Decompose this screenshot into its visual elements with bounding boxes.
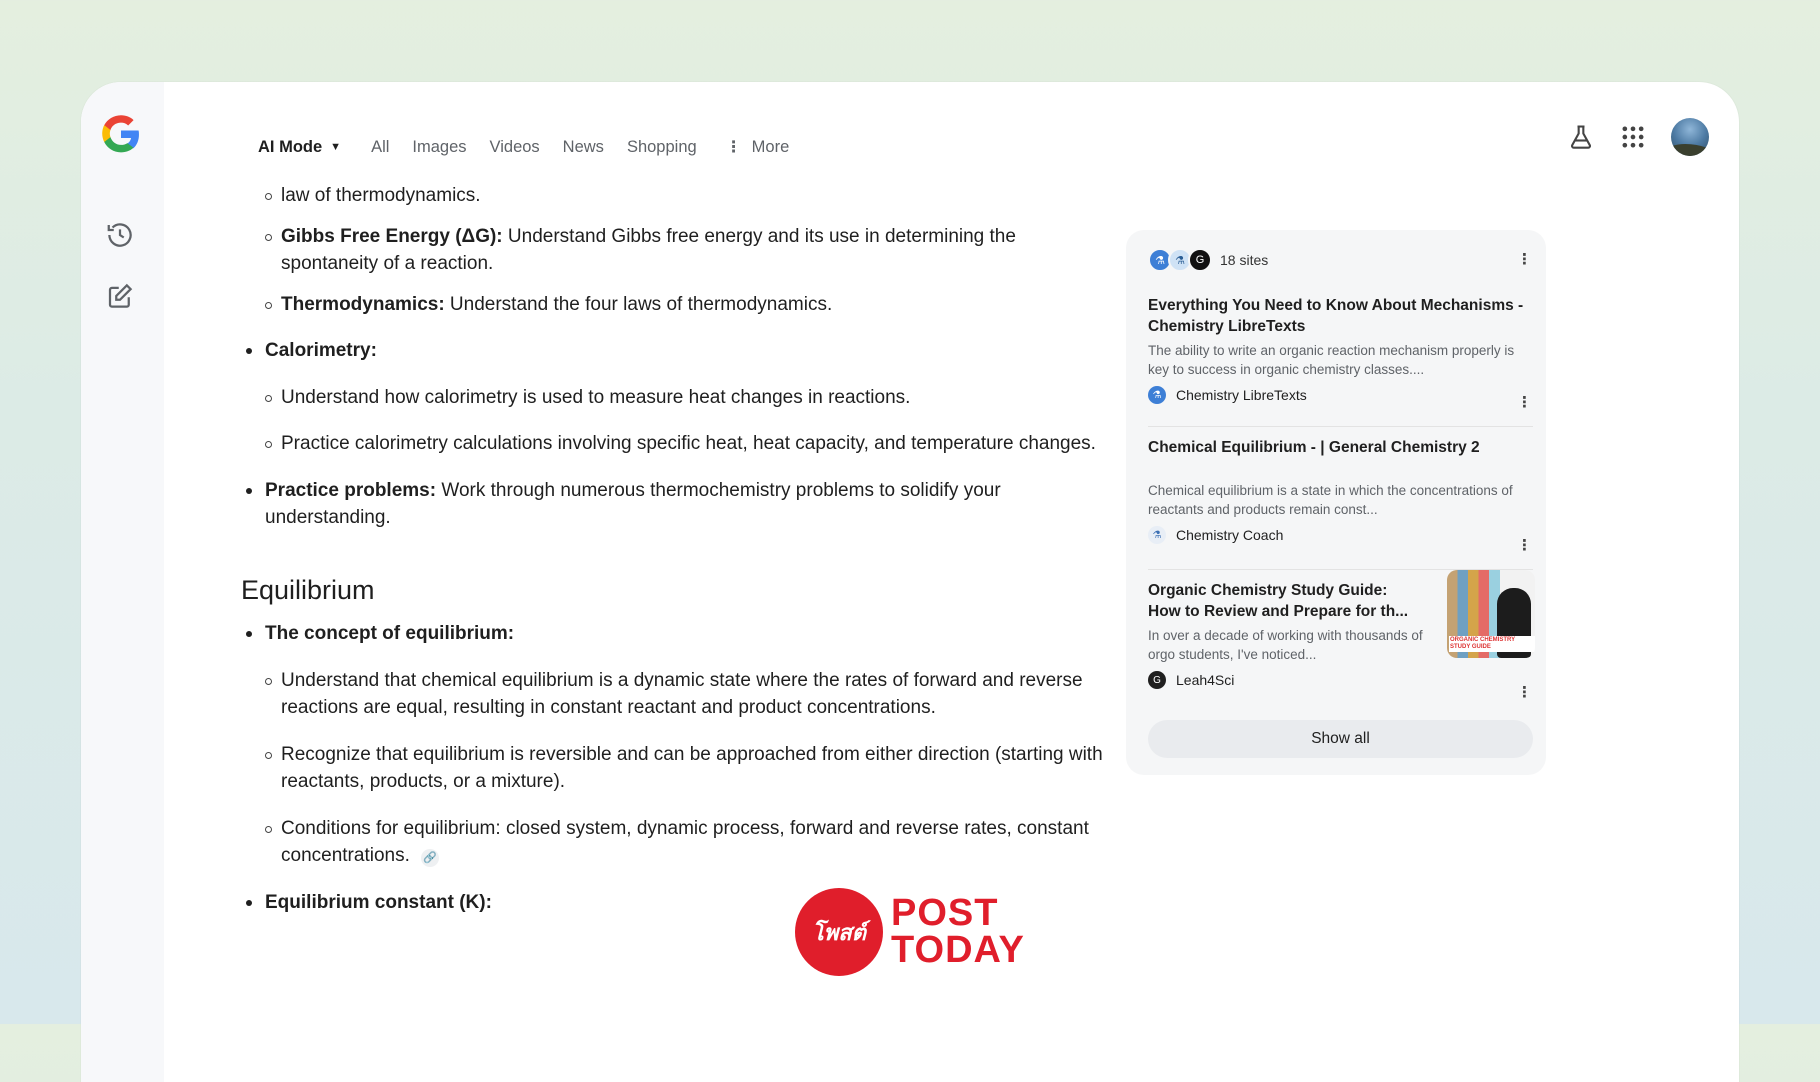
more-vert-icon[interactable]: ⋮ xyxy=(1517,251,1532,268)
list-item xyxy=(241,430,1111,458)
list-item-term: Gibbs Free Energy (ΔG): xyxy=(281,225,503,247)
list-item xyxy=(241,384,1111,412)
tab-videos[interactable]: Videos xyxy=(489,137,540,156)
tab-news[interactable]: News xyxy=(562,137,604,156)
list-item xyxy=(241,223,1111,278)
list-item xyxy=(241,182,1111,210)
list-item-text: Practice calorimetry calculations involving specific heat, heat capacity, and temperature changes. xyxy=(281,433,1096,454)
more-vert-icon[interactable]: ⋮ xyxy=(1517,684,1532,701)
tab-ai-mode[interactable] xyxy=(258,138,341,157)
list-item-text: Conditions for equilibrium: closed system, dynamic process, forward and reverse rates, constant concentrations. xyxy=(281,817,1089,866)
new-chat-icon[interactable] xyxy=(105,281,135,311)
account-controls xyxy=(1543,118,1709,156)
source-card[interactable] xyxy=(1148,580,1533,689)
tab-ai-mode-label: AI Mode xyxy=(258,137,323,156)
more-vert-icon[interactable]: ⋮ xyxy=(1517,394,1532,411)
list-item xyxy=(241,291,1111,319)
list-item-term: Practice problems: xyxy=(265,479,437,501)
chevron-down-icon: ▼ xyxy=(330,141,342,153)
avatar[interactable] xyxy=(1671,118,1709,156)
list-item-term: The concept of equilibrium: xyxy=(265,623,515,644)
source-card[interactable] xyxy=(1148,295,1533,404)
sources-header[interactable] xyxy=(1148,248,1268,272)
list-item xyxy=(241,337,1111,365)
watermark-line2: TODAY xyxy=(891,929,1025,971)
list-item-term: Thermodynamics: xyxy=(281,293,445,315)
source-title[interactable]: Everything You Need to Know About Mechanisms - Chemistry LibreTexts xyxy=(1148,297,1524,335)
section-heading: Equilibrium xyxy=(241,574,375,605)
favicon-icon: ⚗ xyxy=(1148,248,1172,272)
google-logo[interactable] xyxy=(99,112,143,156)
tab-shopping[interactable]: Shopping xyxy=(626,137,697,156)
favicon-icon: G xyxy=(1188,248,1212,272)
source-title[interactable]: Organic Chemistry Study Guide: How to Review and Prepare for th... xyxy=(1148,582,1409,620)
more-vert-icon[interactable]: ⋮ xyxy=(1517,537,1532,554)
ai-answer xyxy=(241,182,1111,916)
favicon-icon: G xyxy=(1148,671,1166,689)
source-site-name: Leah4Sci xyxy=(1176,672,1235,688)
search-tabs xyxy=(258,132,812,162)
source-site-name: Chemistry Coach xyxy=(1176,527,1284,543)
list-item-term: Calorimetry: xyxy=(265,340,377,361)
flask-icon: ⚗ xyxy=(1168,248,1192,272)
divider xyxy=(1148,426,1533,427)
more-vert-icon: ⋮ xyxy=(725,139,742,156)
source-site-name: Chemistry LibreTexts xyxy=(1176,387,1307,403)
show-all-button[interactable]: Show all xyxy=(1148,720,1533,758)
list-item xyxy=(241,477,1111,532)
watermark-logo: โพสต์ xyxy=(795,888,883,976)
watermark-line1: POST xyxy=(891,892,999,934)
source-title[interactable]: Chemical Equilibrium - | General Chemistry 2 xyxy=(1148,439,1480,456)
list-item xyxy=(241,815,1111,870)
source-site xyxy=(1148,671,1533,689)
tab-more[interactable] xyxy=(726,137,790,157)
list-item xyxy=(241,741,1111,796)
post-today-watermark xyxy=(795,888,1025,976)
list-item xyxy=(241,620,1111,648)
list-item-text: Understand the four laws of thermodynamics. xyxy=(444,293,833,315)
source-snippet: The ability to write an organic reaction mechanism properly is key to success in organic chemistry classes.... xyxy=(1148,343,1515,377)
history-icon[interactable] xyxy=(105,220,135,250)
apps-grid-icon[interactable] xyxy=(1619,123,1647,151)
flask-icon: ⚗ xyxy=(1148,386,1166,404)
source-card[interactable] xyxy=(1148,437,1533,544)
source-site xyxy=(1148,526,1533,544)
source-thumbnail[interactable] xyxy=(1447,570,1535,658)
list-item-text: Understand Gibbs free energy and its use in determining the spontaneity of a reaction. xyxy=(281,225,1016,274)
link-icon[interactable]: 🔗 xyxy=(421,849,439,867)
list-item-text: law of thermodynamics. xyxy=(281,185,481,206)
list-item xyxy=(241,667,1111,722)
labs-flask-icon[interactable] xyxy=(1567,123,1595,151)
list-item-term: Equilibrium constant (K): xyxy=(265,891,492,913)
list-item-text: Recognize that equilibrium is reversible and can be approached from either direction (starting with reactants, products, or a mixture). xyxy=(281,743,1103,792)
tab-images[interactable]: Images xyxy=(412,137,467,156)
sources-count: 18 sites xyxy=(1220,252,1269,268)
tab-more-label: More xyxy=(751,137,790,156)
watermark-text xyxy=(891,892,1025,971)
tab-all[interactable]: All xyxy=(371,137,390,156)
list-item-text: Work through numerous thermochemistry problems to solidify your understanding. xyxy=(265,479,1001,528)
list-item-text: Understand how calorimetry is used to measure heat changes in reactions. xyxy=(281,386,911,408)
source-snippet: In over a decade of working with thousands of orgo students, I've noticed... xyxy=(1148,628,1423,662)
source-site xyxy=(1148,386,1533,404)
list-item-text: Understand that chemical equilibrium is a dynamic state where the rates of forward and reverse reactions are equal, resulting in constant reactant and product concentrations. xyxy=(281,669,1083,718)
flask-icon: ⚗ xyxy=(1148,526,1166,544)
thumbnail-label: ORGANIC CHEMISTRY STUDY GUIDE xyxy=(1449,636,1535,652)
source-snippet: Chemical equilibrium is a state in which the concentrations of reactants and products remain const... xyxy=(1148,483,1513,517)
side-rail xyxy=(81,82,164,1082)
sources-panel xyxy=(1126,230,1546,775)
